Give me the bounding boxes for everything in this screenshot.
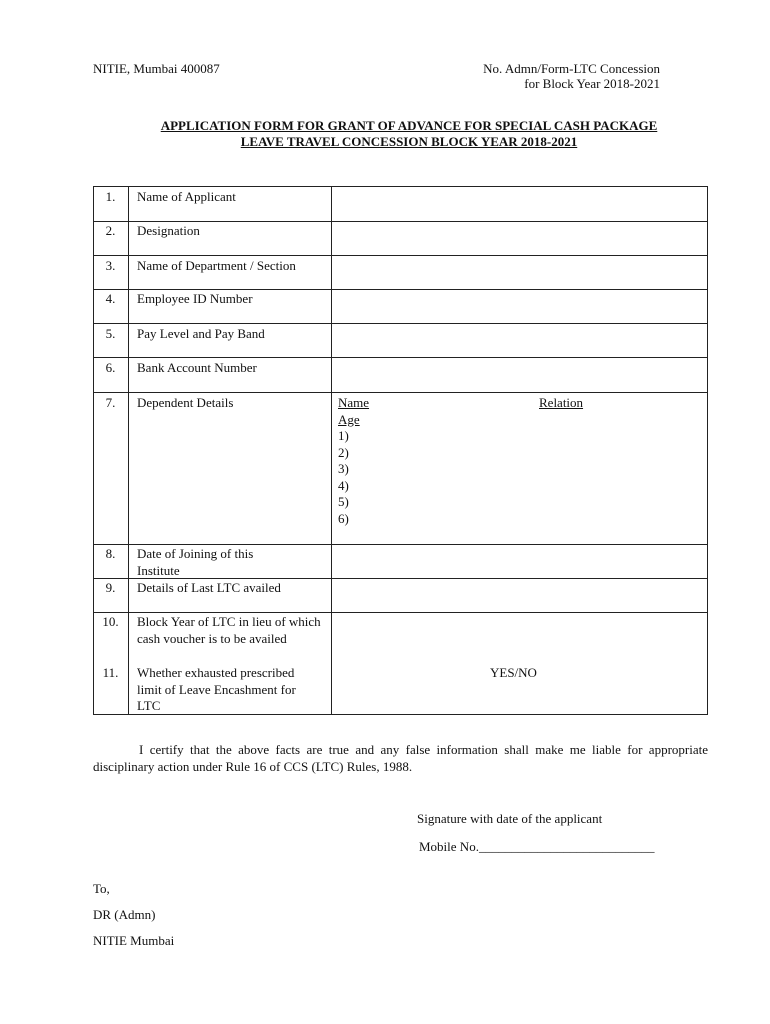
label-dependent-details: Dependent Details	[137, 395, 234, 410]
label-bank-account: Bank Account Number	[137, 360, 257, 375]
certification-text: I certify that the above facts are true and any false information shall make me liable for appropriate disciplinary action under Rule 16 of CCS (LTC) Rules, 1988.	[93, 742, 708, 774]
dependent-item: 6)	[338, 510, 349, 526]
label-last-ltc: Details of Last LTC availed	[137, 580, 281, 595]
row-number: 8.	[105, 546, 116, 561]
row-number: 9.	[105, 580, 116, 595]
row-number: 10.	[102, 614, 119, 629]
field-name-of-applicant[interactable]	[338, 188, 708, 220]
field-date-of-joining[interactable]	[338, 545, 708, 577]
dependent-relation-header: Relation	[539, 395, 584, 410]
dependent-item: 5)	[338, 494, 349, 509]
dependents-block[interactable]	[338, 395, 369, 527]
row-number: 6.	[105, 360, 116, 375]
institute-address: NITIE, Mumbai 400087	[93, 61, 220, 76]
row-number: 3.	[105, 258, 116, 273]
form-reference-line1: No. Admn/Form-LTC Concession	[483, 61, 660, 76]
signature-label: Signature with date of the applicant	[417, 811, 603, 826]
field-last-ltc[interactable]	[338, 579, 708, 611]
yes-no-option[interactable]: YES/NO	[490, 665, 537, 680]
label-leave-encashment: Whether exhausted prescribed limit of Leave Encashment for LTC	[137, 665, 296, 713]
dependent-name-header: Name	[338, 395, 370, 410]
form-title	[93, 118, 725, 150]
row-number: 7.	[105, 395, 116, 410]
field-employee-id[interactable]	[338, 290, 708, 322]
dependent-item: 4)	[338, 477, 349, 493]
table-column-divider	[128, 187, 129, 714]
field-designation[interactable]	[338, 222, 708, 254]
table-column-divider	[331, 187, 332, 714]
dependent-item: 3)	[338, 461, 349, 476]
label-pay-level: Pay Level and Pay Band	[137, 326, 265, 341]
field-department-section[interactable]	[338, 256, 708, 288]
label-designation: Designation	[137, 223, 200, 238]
address-to: To,	[93, 881, 110, 896]
row-number: 11.	[102, 665, 119, 680]
table-row-divider	[94, 392, 707, 393]
application-table	[93, 186, 708, 715]
label-department-section: Name of Department / Section	[137, 258, 296, 273]
form-reference-line2: for Block Year 2018-2021	[524, 76, 660, 91]
field-bank-account[interactable]	[338, 358, 708, 391]
row-number: 1.	[105, 189, 116, 204]
dependent-item: 1)	[338, 428, 349, 443]
field-pay-level[interactable]	[338, 324, 708, 356]
row-number: 4.	[105, 291, 116, 306]
label-block-year: Block Year of LTC in lieu of which cash voucher is to be availed	[137, 614, 321, 646]
address-organisation: NITIE Mumbai	[93, 933, 175, 948]
address-recipient: DR (Admn)	[93, 907, 156, 922]
row-number: 5.	[105, 326, 116, 341]
label-date-of-joining: Date of Joining of this Institute	[137, 546, 254, 578]
label-name-of-applicant: Name of Applicant	[137, 189, 236, 204]
dependent-age-header: Age	[338, 411, 360, 427]
form-title-line2: LEAVE TRAVEL CONCESSION BLOCK YEAR 2018-2021	[240, 134, 578, 149]
mobile-number-field[interactable]: Mobile No.___________________________	[419, 839, 655, 854]
form-reference	[483, 61, 660, 91]
row-number: 2.	[105, 223, 116, 238]
dependent-item: 2)	[338, 444, 349, 460]
table-row-divider	[94, 612, 707, 613]
form-title-line1: APPLICATION FORM FOR GRANT OF ADVANCE FOR SPECIAL CASH PACKAGE	[160, 118, 658, 133]
label-employee-id: Employee ID Number	[137, 291, 253, 306]
